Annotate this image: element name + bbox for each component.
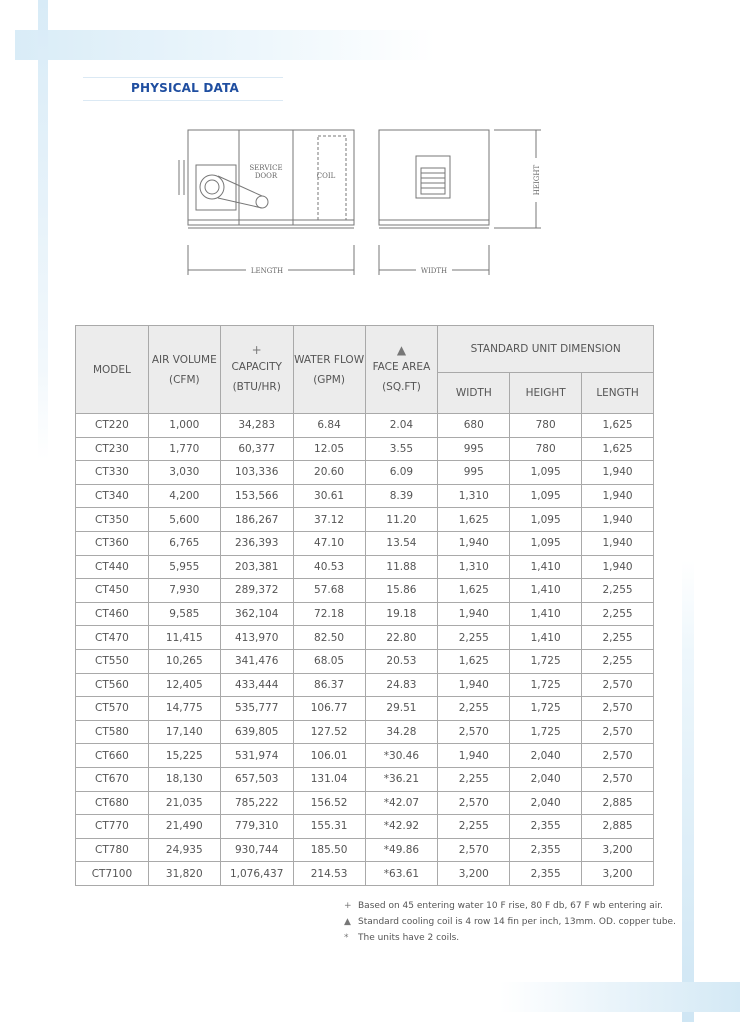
cell-face-area: 22.80 <box>365 626 438 650</box>
cell-water-flow: 86.37 <box>293 673 365 697</box>
cell-width: 1,625 <box>438 649 510 673</box>
decorative-band-right <box>682 560 694 1022</box>
width-label: WIDTH <box>420 267 448 275</box>
cell-face-area: 11.88 <box>365 555 438 579</box>
cell-width: 2,570 <box>438 720 510 744</box>
cell-face-area: 2.04 <box>365 414 438 438</box>
length-label: LENGTH <box>250 267 284 275</box>
plus-symbol-icon: + <box>344 901 352 911</box>
header-water-flow: WATER FLOW (GPM) <box>293 326 365 414</box>
cell-face-area: *63.61 <box>365 862 438 886</box>
table-row <box>76 791 654 815</box>
cell-air-volume: 5,955 <box>148 555 220 579</box>
cell-model: CT450 <box>76 579 149 603</box>
cell-air-volume: 21,490 <box>148 815 220 839</box>
asterisk-symbol-icon: * <box>344 933 349 943</box>
cell-height: 1,410 <box>510 602 582 626</box>
cell-water-flow: 214.53 <box>293 862 365 886</box>
cell-model: CT7100 <box>76 862 149 886</box>
cell-air-volume: 15,225 <box>148 744 220 768</box>
cell-width: 2,255 <box>438 697 510 721</box>
cell-air-volume: 11,415 <box>148 626 220 650</box>
table-body <box>76 414 654 886</box>
cell-face-area: 8.39 <box>365 484 438 508</box>
cell-capacity: 779,310 <box>220 815 293 839</box>
cell-height: 1,095 <box>510 461 582 485</box>
cell-capacity: 531,974 <box>220 744 293 768</box>
cell-width: 2,255 <box>438 626 510 650</box>
table-row <box>76 531 654 555</box>
table-row <box>76 626 654 650</box>
service-door-label-2: DOOR <box>254 172 278 180</box>
cell-water-flow: 37.12 <box>293 508 365 532</box>
cell-width: 680 <box>438 414 510 438</box>
cell-model: CT220 <box>76 414 149 438</box>
cell-air-volume: 31,820 <box>148 862 220 886</box>
cell-capacity: 103,336 <box>220 461 293 485</box>
cell-water-flow: 185.50 <box>293 838 365 862</box>
cell-air-volume: 24,935 <box>148 838 220 862</box>
cell-water-flow: 12.05 <box>293 437 365 461</box>
cell-water-flow: 131.04 <box>293 767 365 791</box>
cell-height: 2,040 <box>510 791 582 815</box>
cell-height: 2,040 <box>510 744 582 768</box>
fan-icon <box>200 175 224 199</box>
footnotes <box>344 898 676 946</box>
cell-face-area: *30.46 <box>365 744 438 768</box>
cell-width: 1,310 <box>438 555 510 579</box>
cell-capacity: 153,566 <box>220 484 293 508</box>
service-door-label-1: SERVICE <box>249 164 283 172</box>
cell-face-area: 15.86 <box>365 579 438 603</box>
cell-water-flow: 127.52 <box>293 720 365 744</box>
decorative-band-left <box>38 0 48 460</box>
cell-capacity: 657,503 <box>220 767 293 791</box>
cell-height: 1,095 <box>510 531 582 555</box>
decorative-band-bottom <box>500 982 740 1012</box>
cell-face-area: 24.83 <box>365 673 438 697</box>
cell-height: 1,725 <box>510 697 582 721</box>
cell-face-area: 20.53 <box>365 649 438 673</box>
table-row <box>76 555 654 579</box>
cell-capacity: 60,377 <box>220 437 293 461</box>
cell-model: CT230 <box>76 437 149 461</box>
cell-width: 1,940 <box>438 531 510 555</box>
cell-water-flow: 6.84 <box>293 414 365 438</box>
cell-width: 1,625 <box>438 508 510 532</box>
header-height: HEIGHT <box>510 373 582 414</box>
cell-face-area: 11.20 <box>365 508 438 532</box>
cell-water-flow: 68.05 <box>293 649 365 673</box>
cell-model: CT440 <box>76 555 149 579</box>
cell-air-volume: 1,000 <box>148 414 220 438</box>
cell-air-volume: 7,930 <box>148 579 220 603</box>
cell-model: CT550 <box>76 649 149 673</box>
header-width: WIDTH <box>438 373 510 414</box>
cell-height: 1,725 <box>510 720 582 744</box>
table-row <box>76 508 654 532</box>
table-row <box>76 767 654 791</box>
cell-length: 2,570 <box>582 767 654 791</box>
cell-capacity: 362,104 <box>220 602 293 626</box>
cell-model: CT670 <box>76 767 149 791</box>
cell-water-flow: 106.01 <box>293 744 365 768</box>
cell-face-area: 13.54 <box>365 531 438 555</box>
cell-water-flow: 47.10 <box>293 531 365 555</box>
table-row <box>76 484 654 508</box>
cell-model: CT770 <box>76 815 149 839</box>
cell-capacity: 186,267 <box>220 508 293 532</box>
header-model: MODEL <box>76 326 149 414</box>
table-row <box>76 437 654 461</box>
decorative-band-top <box>15 30 435 60</box>
table-row <box>76 815 654 839</box>
table-row <box>76 414 654 438</box>
cell-face-area: 6.09 <box>365 461 438 485</box>
cell-water-flow: 156.52 <box>293 791 365 815</box>
cell-capacity: 413,970 <box>220 626 293 650</box>
cell-capacity: 535,777 <box>220 697 293 721</box>
table-row <box>76 461 654 485</box>
footnote: ▲ Standard cooling coil is 4 row 14 fin per inch, 13mm. OD. copper tube. <box>344 914 676 930</box>
header-length: LENGTH <box>582 373 654 414</box>
physical-data-table <box>75 325 654 886</box>
cell-width: 2,255 <box>438 767 510 791</box>
cell-air-volume: 1,770 <box>148 437 220 461</box>
cell-height: 1,410 <box>510 555 582 579</box>
cell-length: 1,625 <box>582 437 654 461</box>
cell-width: 1,940 <box>438 602 510 626</box>
cell-capacity: 289,372 <box>220 579 293 603</box>
cell-width: 3,200 <box>438 862 510 886</box>
cell-water-flow: 155.31 <box>293 815 365 839</box>
cell-capacity: 785,222 <box>220 791 293 815</box>
cell-height: 780 <box>510 414 582 438</box>
cell-length: 2,885 <box>582 815 654 839</box>
header-air-volume: AIR VOLUME (CFM) <box>148 326 220 414</box>
cell-face-area: 29.51 <box>365 697 438 721</box>
cell-length: 2,255 <box>582 579 654 603</box>
cell-capacity: 1,076,437 <box>220 862 293 886</box>
cell-model: CT340 <box>76 484 149 508</box>
cell-height: 1,095 <box>510 508 582 532</box>
footnote: * The units have 2 coils. <box>344 930 676 946</box>
cell-height: 2,355 <box>510 838 582 862</box>
cell-model: CT570 <box>76 697 149 721</box>
cell-model: CT460 <box>76 602 149 626</box>
cell-length: 1,940 <box>582 484 654 508</box>
cell-height: 1,095 <box>510 484 582 508</box>
cell-length: 2,885 <box>582 791 654 815</box>
table-row <box>76 649 654 673</box>
cell-air-volume: 17,140 <box>148 720 220 744</box>
table-row <box>76 838 654 862</box>
cell-model: CT330 <box>76 461 149 485</box>
header-capacity: + CAPACITY (BTU/HR) <box>220 326 293 414</box>
table-row <box>76 697 654 721</box>
cell-water-flow: 72.18 <box>293 602 365 626</box>
cell-face-area: 34.28 <box>365 720 438 744</box>
cell-water-flow: 82.50 <box>293 626 365 650</box>
cell-face-area: *36.21 <box>365 767 438 791</box>
cell-face-area: *42.07 <box>365 791 438 815</box>
table-row <box>76 720 654 744</box>
cell-face-area: *49.86 <box>365 838 438 862</box>
cell-water-flow: 40.53 <box>293 555 365 579</box>
cell-model: CT470 <box>76 626 149 650</box>
table-row <box>76 744 654 768</box>
cell-height: 2,355 <box>510 815 582 839</box>
coil-label: COIL <box>316 172 336 180</box>
cell-length: 2,255 <box>582 649 654 673</box>
cell-length: 2,255 <box>582 602 654 626</box>
cell-width: 995 <box>438 437 510 461</box>
cell-length: 1,625 <box>582 414 654 438</box>
cell-water-flow: 106.77 <box>293 697 365 721</box>
cell-length: 1,940 <box>582 508 654 532</box>
cell-air-volume: 18,130 <box>148 767 220 791</box>
cell-model: CT680 <box>76 791 149 815</box>
table-row <box>76 602 654 626</box>
cell-height: 1,725 <box>510 649 582 673</box>
cell-length: 2,570 <box>582 673 654 697</box>
cell-air-volume: 12,405 <box>148 673 220 697</box>
height-label: HEIGHT <box>533 164 541 196</box>
plus-symbol-icon: + <box>251 342 262 357</box>
cell-air-volume: 21,035 <box>148 791 220 815</box>
cell-width: 1,940 <box>438 744 510 768</box>
table-row <box>76 579 654 603</box>
cell-face-area: *42.92 <box>365 815 438 839</box>
cell-capacity: 236,393 <box>220 531 293 555</box>
cell-width: 2,570 <box>438 838 510 862</box>
cell-length: 2,570 <box>582 720 654 744</box>
cell-model: CT360 <box>76 531 149 555</box>
cell-length: 1,940 <box>582 555 654 579</box>
cell-capacity: 34,283 <box>220 414 293 438</box>
cell-air-volume: 4,200 <box>148 484 220 508</box>
unit-dimension-drawing <box>176 120 556 280</box>
section-title-bar <box>83 77 283 101</box>
cell-air-volume: 6,765 <box>148 531 220 555</box>
cell-capacity: 203,381 <box>220 555 293 579</box>
cell-model: CT580 <box>76 720 149 744</box>
cell-width: 2,570 <box>438 791 510 815</box>
cell-air-volume: 9,585 <box>148 602 220 626</box>
cell-height: 1,410 <box>510 579 582 603</box>
cell-length: 2,570 <box>582 697 654 721</box>
cell-length: 3,200 <box>582 862 654 886</box>
cell-air-volume: 5,600 <box>148 508 220 532</box>
cell-capacity: 433,444 <box>220 673 293 697</box>
cell-face-area: 3.55 <box>365 437 438 461</box>
cell-water-flow: 20.60 <box>293 461 365 485</box>
page-title: PHYSICAL DATA <box>131 81 240 95</box>
cell-height: 2,040 <box>510 767 582 791</box>
cell-capacity: 930,744 <box>220 838 293 862</box>
triangle-symbol-icon: ▲ <box>396 342 407 357</box>
cell-length: 2,570 <box>582 744 654 768</box>
cell-air-volume: 3,030 <box>148 461 220 485</box>
cell-water-flow: 57.68 <box>293 579 365 603</box>
cell-width: 1,310 <box>438 484 510 508</box>
cell-length: 1,940 <box>582 531 654 555</box>
cell-length: 1,940 <box>582 461 654 485</box>
header-standard-unit-dimension: STANDARD UNIT DIMENSION <box>438 326 654 373</box>
cell-width: 1,940 <box>438 673 510 697</box>
cell-capacity: 639,805 <box>220 720 293 744</box>
cell-width: 2,255 <box>438 815 510 839</box>
table-row <box>76 862 654 886</box>
cell-capacity: 341,476 <box>220 649 293 673</box>
cell-height: 2,355 <box>510 862 582 886</box>
cell-model: CT660 <box>76 744 149 768</box>
cell-air-volume: 10,265 <box>148 649 220 673</box>
cell-air-volume: 14,775 <box>148 697 220 721</box>
motor-pulley-icon <box>256 196 268 208</box>
cell-height: 780 <box>510 437 582 461</box>
cell-width: 995 <box>438 461 510 485</box>
cell-height: 1,410 <box>510 626 582 650</box>
cell-model: CT350 <box>76 508 149 532</box>
cell-height: 1,725 <box>510 673 582 697</box>
table-row <box>76 673 654 697</box>
cell-length: 2,255 <box>582 626 654 650</box>
triangle-symbol-icon: ▲ <box>344 917 351 927</box>
cell-water-flow: 30.61 <box>293 484 365 508</box>
cell-width: 1,625 <box>438 579 510 603</box>
footnote: + Based on 45 entering water 10 F rise, 80 F db, 67 F wb entering air. <box>344 898 676 914</box>
cell-length: 3,200 <box>582 838 654 862</box>
cell-model: CT560 <box>76 673 149 697</box>
header-face-area: ▲ FACE AREA (SQ.FT) <box>365 326 438 414</box>
cell-model: CT780 <box>76 838 149 862</box>
cell-face-area: 19.18 <box>365 602 438 626</box>
